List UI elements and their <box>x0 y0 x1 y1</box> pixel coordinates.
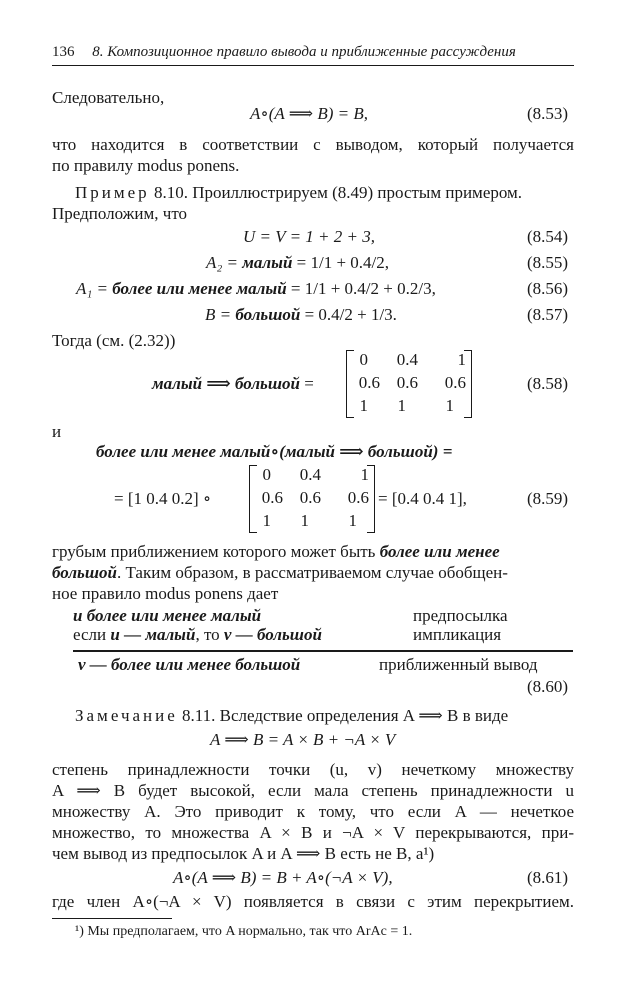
remark-formula: A ⟹ B = A × B + ¬A × V <box>210 730 396 749</box>
matrix-cell: 0.6 <box>347 488 369 507</box>
paragraph-line: по правилу modus ponens. <box>52 156 240 175</box>
matrix-cell: 0.6 <box>299 488 321 507</box>
footnote: ¹) Мы предполагаем, что A нормально, так что ArAc = 1. <box>75 924 413 939</box>
equation-number-8-53: (8.53) <box>527 104 569 123</box>
conclusion: v — более или менее большой <box>78 655 301 674</box>
matrix-8-59 <box>253 465 373 531</box>
matrix-cell: 1 <box>360 465 369 484</box>
premise-label: предпосылка <box>413 606 508 625</box>
paragraph-line: чем вывод из предпосылок A и A ⟹ B есть не B, а¹) <box>52 844 435 863</box>
equation-8-54: U = V = 1 + 2 + 3, <box>243 227 375 246</box>
matrix-cell: 0.4 <box>299 465 321 484</box>
matrix-cell: 0 <box>262 465 271 484</box>
paragraph-line: ное правило modus ponens дает <box>52 584 279 603</box>
matrix-cell: 0 <box>359 350 368 369</box>
matrix-cell: 1 <box>359 396 368 415</box>
example-intro: 8.10. Проиллюстрируем (8.49) простым примером. <box>153 183 523 202</box>
equation-number-8-57: (8.57) <box>527 305 569 324</box>
paragraph-line: что находится в соответствии с выводом, который получается <box>52 135 574 154</box>
paragraph-line: множеству A. Это приводит к тому, что если A — нечеткое <box>52 802 574 821</box>
matrix-cell: 1 <box>445 396 454 415</box>
paragraph-line: множество, то множества A × B и ¬A × V перекрываются, при- <box>52 823 574 842</box>
footnote-rule <box>52 918 172 919</box>
paragraph-line: A ⟹ B будет высокой, если мала степень принадлежности u <box>52 781 574 800</box>
equation-number-8-56: (8.56) <box>527 279 569 298</box>
page-number: 136 <box>52 44 75 60</box>
equation-8-53: A∘(A ⟹ B) = B, <box>250 104 368 123</box>
remark-heading <box>75 706 508 726</box>
implication: если u — малый, то v — большой <box>73 625 322 644</box>
equation-number-8-60: (8.60) <box>527 677 569 696</box>
equation-8-59-post: = [0.4 0.4 1], <box>378 489 467 508</box>
syllogism-rule <box>73 650 573 652</box>
matrix-cell: 0.6 <box>396 373 418 392</box>
paragraph-line: где член A∘(¬A × V) появляется в связи с этим перекрытием. <box>52 892 574 911</box>
matrix-cell: 0.6 <box>261 488 283 507</box>
equation-8-55: A₂ = малый = 1/1 + 0.4/2, <box>206 253 390 272</box>
conclusion-label: приближенный вывод <box>379 655 538 674</box>
matrix-8-58 <box>350 350 470 416</box>
matrix-cell: 1 <box>457 350 466 369</box>
lead-text: Следовательно, <box>52 88 165 107</box>
paragraph-line: Тогда (см. (2.32)) <box>52 331 176 350</box>
premise: и более или менее малый <box>73 606 262 625</box>
equation-number-8-58: (8.58) <box>527 374 569 393</box>
equation-number-8-55: (8.55) <box>527 253 569 272</box>
paragraph-line: степень принадлежности точки (u, v) нечеткому множеству <box>52 760 574 779</box>
equation-8-56: A₁ = более или менее малый = 1/1 + 0.4/2 + 0.2/3, <box>76 279 436 298</box>
matrix-cell: 1 <box>348 511 357 530</box>
remark-label: Замечание <box>75 706 178 725</box>
matrix-cell: 1 <box>300 511 309 530</box>
equation-8-59-top: более или менее малый∘(малый ⟹ большой) = <box>96 442 453 461</box>
matrix-right-bracket <box>367 465 375 533</box>
equation-number-8-61: (8.61) <box>527 868 569 887</box>
equation-8-58-lhs: малый ⟹ большой = <box>152 374 314 393</box>
implication-label: импликация <box>413 625 502 644</box>
matrix-cell: 0.6 <box>444 373 466 392</box>
matrix-cell: 1 <box>397 396 406 415</box>
equation-number-8-54: (8.54) <box>527 227 569 246</box>
running-header <box>52 44 516 61</box>
equation-8-57: B = большой = 0.4/2 + 1/3. <box>205 305 397 324</box>
matrix-cell: 1 <box>262 511 271 530</box>
example-heading <box>75 183 522 203</box>
remark-intro: 8.11. Вследствие определения A ⟹ B в виде <box>182 706 509 725</box>
paragraph-line: грубым приближением которого может быть более или менее <box>52 542 500 561</box>
paragraph-line: и <box>52 422 62 441</box>
equation-8-61: A∘(A ⟹ B) = B + A∘(¬A × V), <box>173 868 393 887</box>
matrix-cell: 0.6 <box>358 373 380 392</box>
paragraph-line: большой. Таким образом, в рассматриваемом случае обобщен- <box>52 563 508 582</box>
example-label: Пример <box>75 183 150 202</box>
matrix-cell: 0.4 <box>396 350 418 369</box>
header-rule <box>52 65 574 66</box>
paragraph-line: Предположим, что <box>52 204 188 223</box>
matrix-right-bracket <box>464 350 472 418</box>
running-title: 8. Композиционное правило вывода и приближенные рассуждения <box>92 44 516 60</box>
equation-8-59-pre: = [1 0.4 0.2] ∘ <box>114 489 212 508</box>
equation-number-8-59: (8.59) <box>527 489 569 508</box>
